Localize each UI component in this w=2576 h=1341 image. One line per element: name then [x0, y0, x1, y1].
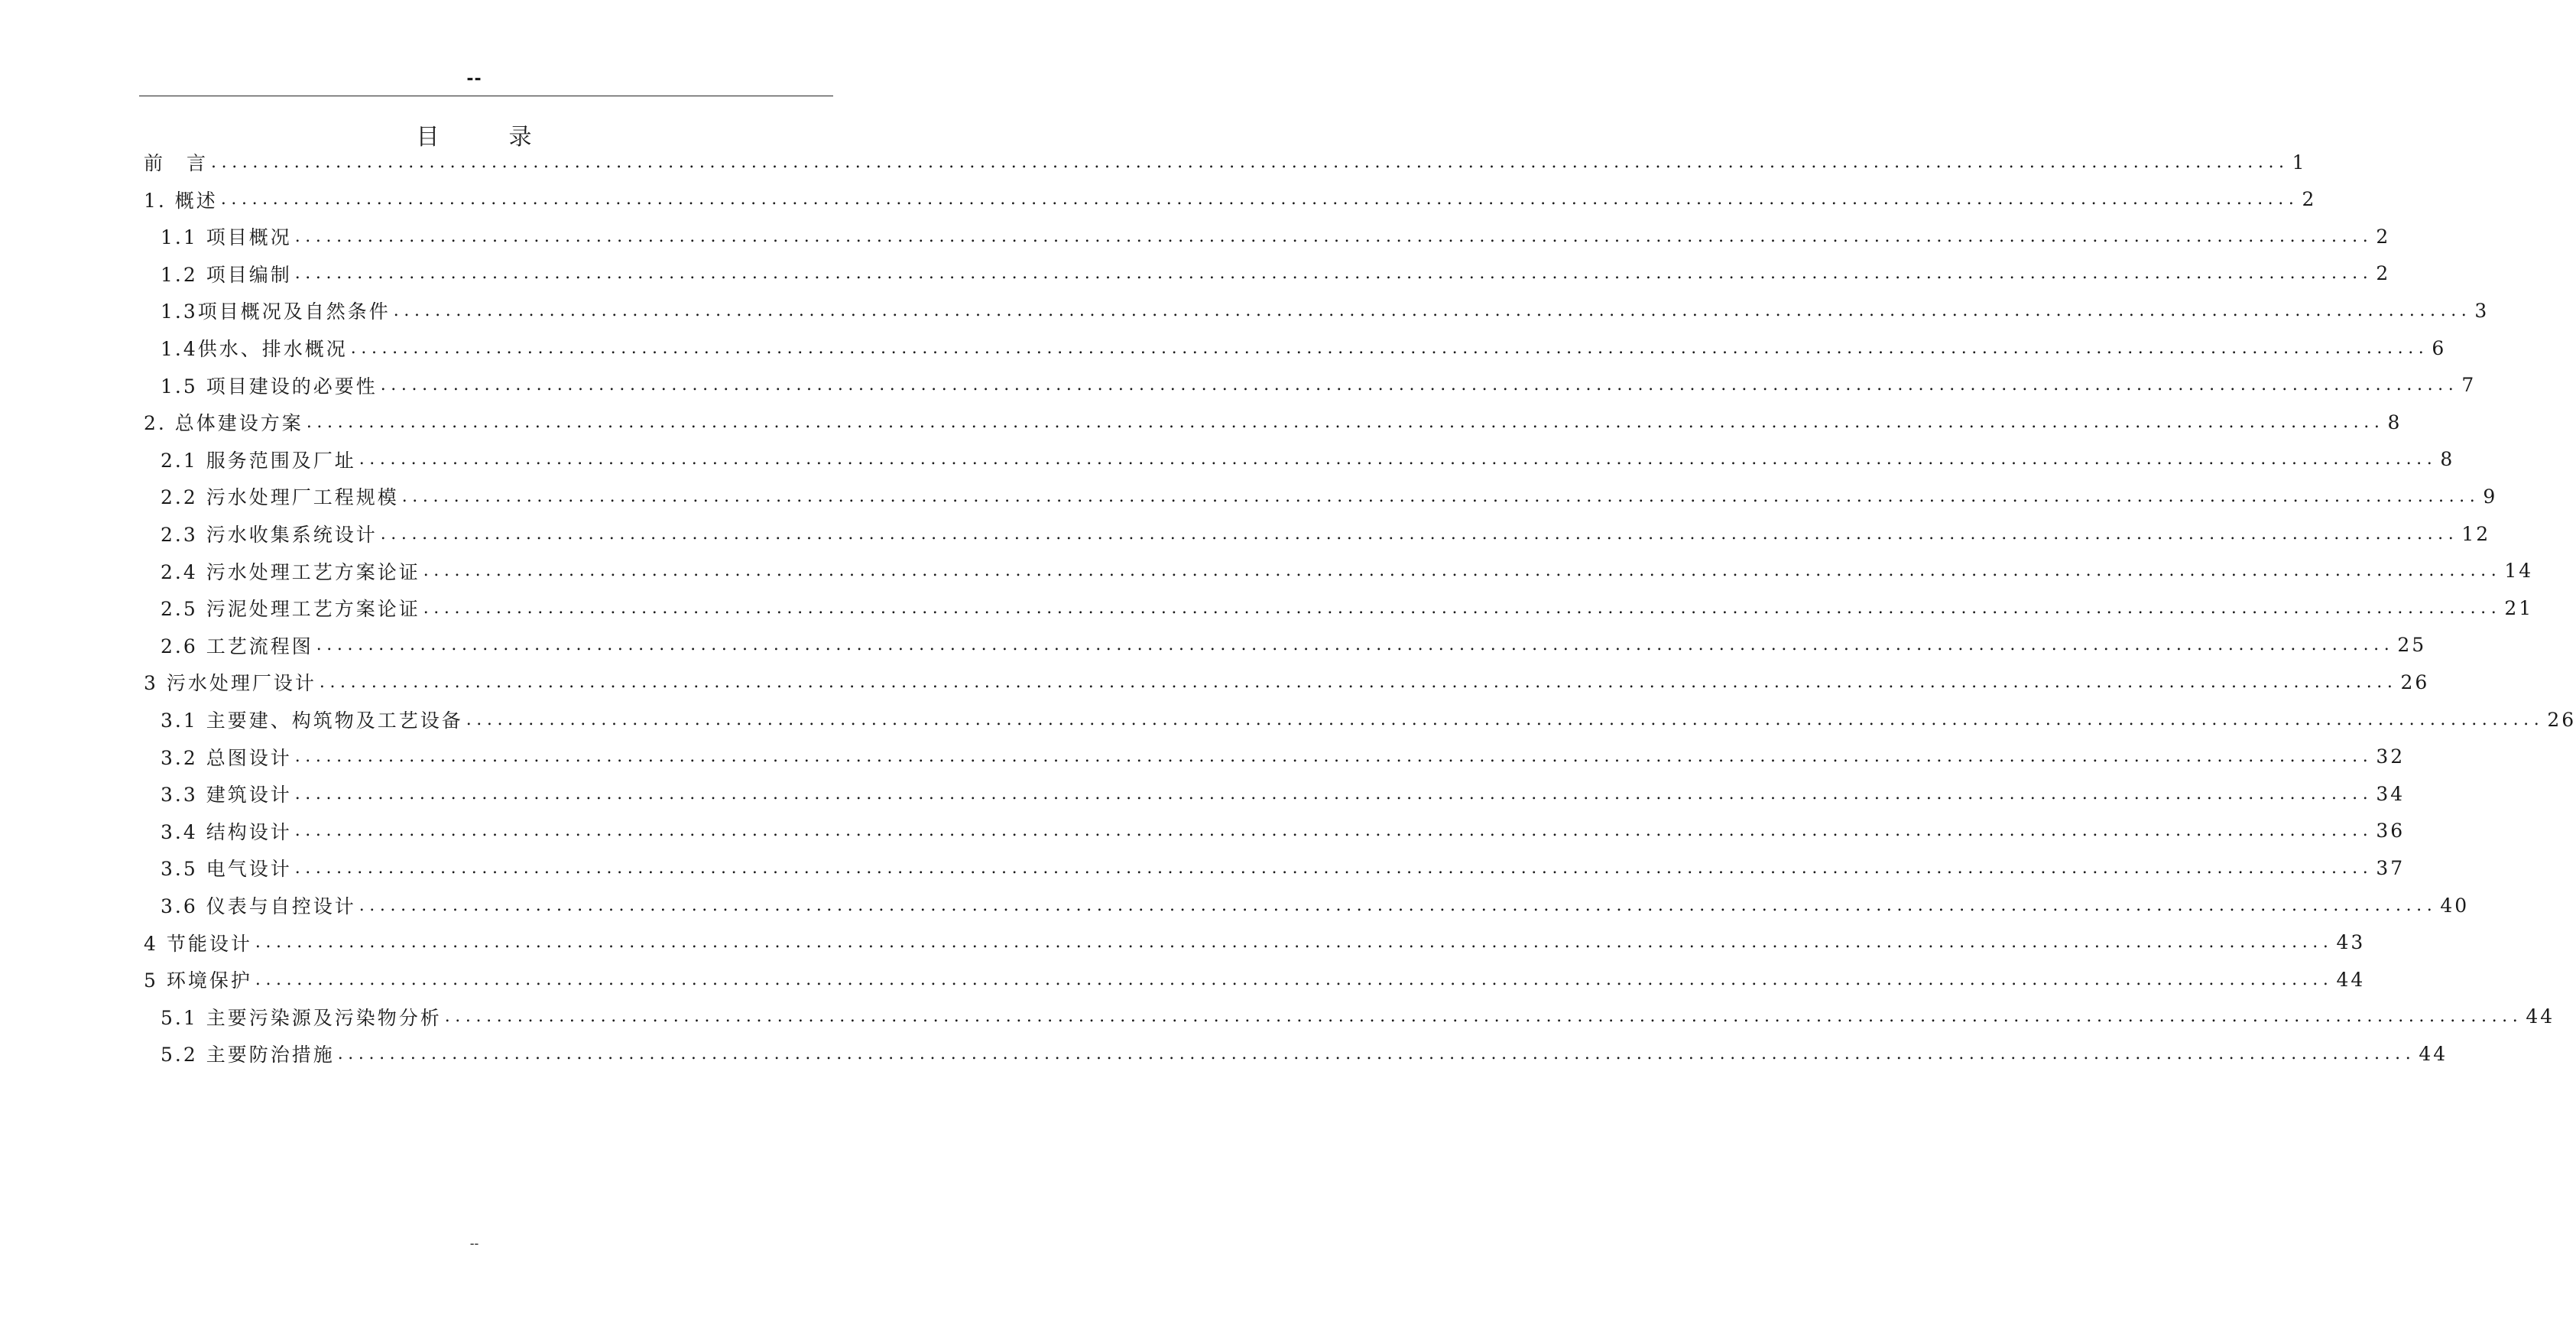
- toc-entry-page-number: 3: [2474, 299, 2490, 322]
- toc-entry-label: 3 污水处理厂设计: [144, 672, 316, 695]
- toc-entry-label: 1.4供水、排水概况: [161, 338, 348, 360]
- toc-leader-dots: ........................................................................................................................................................................................................: [393, 300, 2472, 320]
- toc-entry-label: 1.1 项目概况: [161, 226, 292, 249]
- toc-entry[interactable]: [161, 996, 2555, 1037]
- toc-entry[interactable]: [161, 550, 2534, 592]
- toc-entry-label: 1.5 项目建设的必要性: [161, 375, 378, 398]
- toc-entry-page-number: 2: [2376, 262, 2391, 285]
- toc-entry-label: 1.2 项目编制: [161, 263, 292, 286]
- toc-entry[interactable]: [144, 141, 2307, 183]
- toc-entry-label: 1. 概述: [144, 189, 218, 212]
- toc-entry[interactable]: [161, 810, 2406, 852]
- toc-leader-dots: ........................................................................................................................................................................................................: [294, 821, 2373, 841]
- toc-entry[interactable]: [144, 401, 2402, 443]
- toc-leader-dots: ........................................................................................................................................................................................................: [255, 933, 2334, 953]
- toc-entry[interactable]: [161, 699, 2576, 740]
- toc-entry-page-number: 44: [2336, 968, 2366, 991]
- toc-entry-label: 4 节能设计: [144, 932, 252, 955]
- toc-leader-dots: ........................................................................................................................................................................................................: [319, 672, 2398, 692]
- toc-entry-label: 3.4 结构设计: [161, 820, 292, 843]
- toc-entry[interactable]: [161, 290, 2490, 331]
- toc-entry-page-number: 34: [2376, 782, 2406, 805]
- toc-entry-label: 2.5 污泥处理工艺方案论证: [161, 598, 420, 621]
- toc-entry[interactable]: [161, 253, 2391, 294]
- toc-leader-dots: ........................................................................................................................................................................................................: [316, 635, 2395, 655]
- toc-leader-dots: ........................................................................................................................................................................................................: [466, 709, 2545, 729]
- toc-entry-label: 前 言: [144, 152, 209, 174]
- toc-entry-page-number: 32: [2376, 745, 2406, 768]
- toc-entry-page-number: 9: [2483, 485, 2498, 508]
- toc-entry-label: 3.2 总图设计: [161, 746, 292, 769]
- toc-leader-dots: ........................................................................................................................................................................................................: [380, 524, 2459, 544]
- toc-entry-page-number: 2: [2302, 188, 2317, 211]
- toc-leader-dots: ........................................................................................................................................................................................................: [294, 226, 2373, 246]
- toc-entry-page-number: 36: [2376, 820, 2406, 843]
- toc-entry[interactable]: [144, 922, 2366, 963]
- toc-entry-page-number: 8: [2387, 411, 2402, 433]
- toc-entry[interactable]: [161, 513, 2491, 554]
- toc-entry[interactable]: [161, 773, 2406, 814]
- toc-leader-dots: ........................................................................................................................................................................................................: [294, 784, 2373, 804]
- toc-entry-page-number: 26: [2547, 708, 2576, 731]
- toc-entry[interactable]: [144, 661, 2430, 703]
- toc-leader-dots: ........................................................................................................................................................................................................: [358, 450, 2438, 469]
- toc-entry-label: 3.5 电气设计: [161, 858, 292, 881]
- toc-entry[interactable]: [161, 476, 2498, 517]
- toc-entry-label: 5.2 主要防治措施: [161, 1044, 335, 1067]
- toc-entry-page-number: 6: [2432, 336, 2447, 359]
- toc-entry[interactable]: [144, 179, 2317, 220]
- toc-entry-label: 3.6 仪表与自控设计: [161, 895, 356, 917]
- toc-entry-page-number: 12: [2461, 522, 2491, 545]
- toc-entry-page-number: 40: [2440, 894, 2470, 917]
- toc-leader-dots: ........................................................................................................................................................................................................: [423, 598, 2502, 618]
- toc-entry[interactable]: [161, 216, 2391, 257]
- toc-entry-page-number: 26: [2400, 670, 2430, 693]
- toc-leader-dots: ........................................................................................................................................................................................................: [380, 375, 2459, 395]
- toc-leader-dots: ........................................................................................................................................................................................................: [255, 969, 2334, 989]
- toc-leader-dots: ........................................................................................................................................................................................................: [220, 190, 2299, 209]
- toc-entry-label: 2.3 污水收集系统设计: [161, 524, 378, 546]
- toc-leader-dots: ........................................................................................................................................................................................................: [211, 152, 2289, 172]
- toc-leader-dots: ........................................................................................................................................................................................................: [294, 747, 2373, 767]
- toc-entry-page-number: 37: [2376, 856, 2406, 879]
- toc-entry-label: 5 环境保护: [144, 969, 252, 992]
- toc-entry-page-number: 25: [2397, 634, 2427, 657]
- toc-leader-dots: ........................................................................................................................................................................................................: [337, 1044, 2416, 1063]
- toc-entry-label: 2.2 污水处理厂工程规模: [161, 486, 399, 509]
- toc-entry-page-number: 7: [2461, 374, 2477, 397]
- toc-entry-label: 2.4 污水处理工艺方案论证: [161, 560, 420, 583]
- page-header: --: [466, 70, 482, 89]
- toc-leader-dots: ........................................................................................................................................................................................................: [444, 1007, 2523, 1027]
- toc-entry-label: 2.6 工艺流程图: [161, 635, 313, 658]
- toc-entry-page-number: 8: [2440, 448, 2455, 471]
- toc-entry-page-number: 43: [2336, 931, 2366, 954]
- toc-leader-dots: ........................................................................................................................................................................................................: [423, 561, 2502, 581]
- toc-entry-label: 2. 总体建设方案: [144, 412, 303, 435]
- toc-entry-page-number: 44: [2526, 1005, 2555, 1028]
- toc-entry[interactable]: [161, 885, 2470, 926]
- toc-entry-page-number: 2: [2376, 225, 2391, 248]
- toc-entry-page-number: 21: [2504, 596, 2534, 619]
- toc-leader-dots: ........................................................................................................................................................................................................: [294, 264, 2373, 284]
- toc-title-right: 录: [508, 124, 533, 151]
- toc-entry-label: 1.3项目概况及自然条件: [161, 300, 391, 323]
- toc-entry-page-number: 14: [2504, 560, 2534, 583]
- toc-entry-label: 2.1 服务范围及厂址: [161, 449, 356, 472]
- toc-entry[interactable]: [161, 439, 2455, 480]
- toc-leader-dots: ........................................................................................................................................................................................................: [294, 858, 2373, 878]
- toc-title-left: 目: [416, 124, 440, 151]
- toc-entry[interactable]: [161, 625, 2427, 666]
- toc-entry[interactable]: [144, 959, 2366, 1000]
- toc-entry-page-number: 44: [2419, 1042, 2448, 1065]
- toc-leader-dots: ........................................................................................................................................................................................................: [350, 338, 2429, 358]
- toc-entry-label: 3.3 建筑设计: [161, 784, 292, 807]
- toc-entry[interactable]: [161, 847, 2406, 888]
- toc-entry[interactable]: [161, 587, 2534, 628]
- toc-leader-dots: ........................................................................................................................................................................................................: [306, 412, 2385, 432]
- toc-entry[interactable]: [161, 365, 2477, 406]
- toc-entry[interactable]: [161, 736, 2406, 778]
- toc-entry[interactable]: [161, 327, 2447, 369]
- toc-entry-page-number: 1: [2292, 151, 2307, 174]
- page-footer: --: [469, 1236, 479, 1251]
- toc-entry-label: 5.1 主要污染源及污染物分析: [161, 1006, 442, 1029]
- toc-leader-dots: ........................................................................................................................................................................................................: [401, 486, 2480, 506]
- toc-entry[interactable]: [161, 1033, 2448, 1074]
- toc-entry-label: 3.1 主要建、构筑物及工艺设备: [161, 709, 463, 732]
- toc-leader-dots: ........................................................................................................................................................................................................: [358, 895, 2438, 915]
